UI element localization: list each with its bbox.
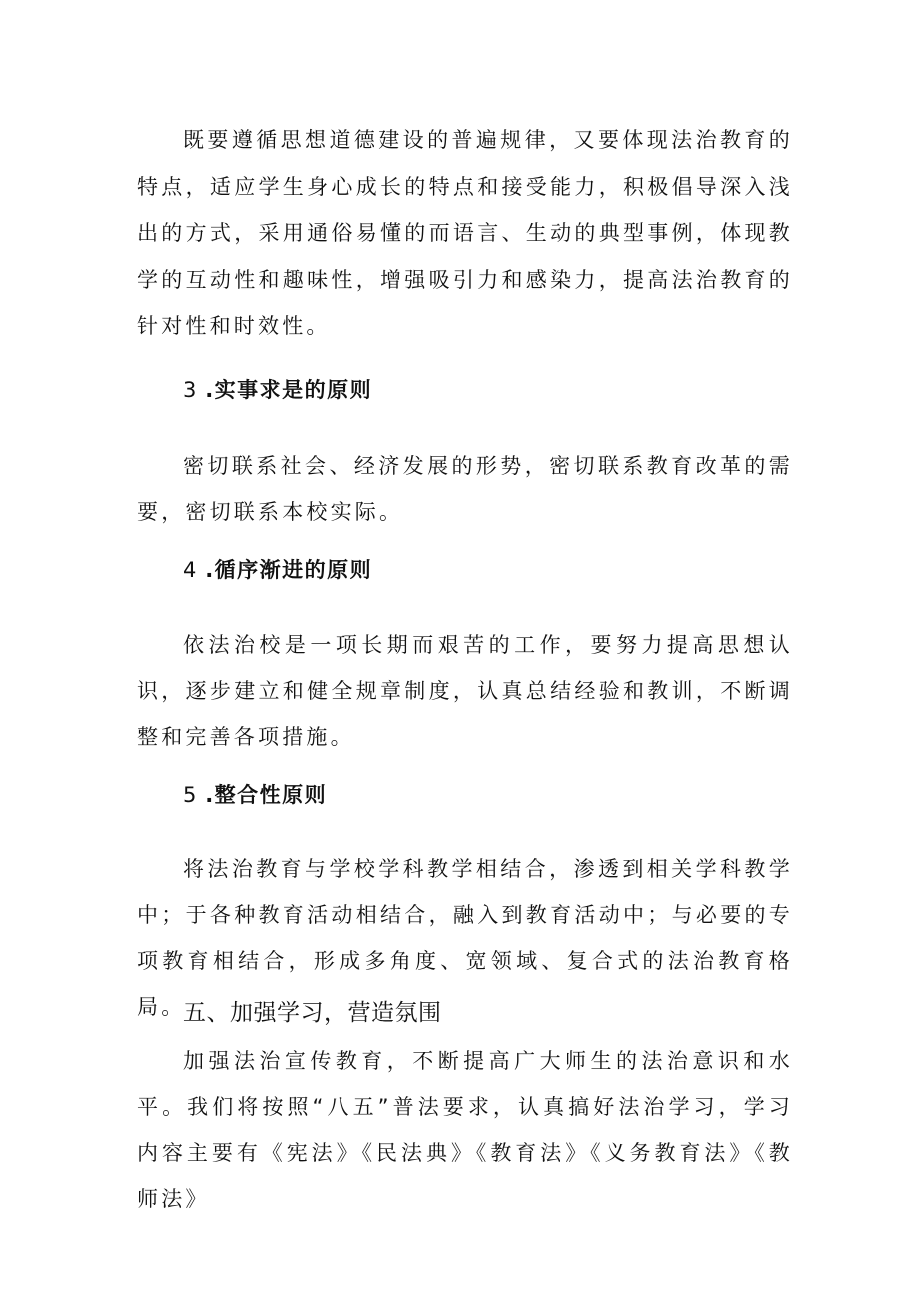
paragraph-text: 将法治教育与学校学科教学相结合，渗透到相关学科教学中；于各种教育活动相结合，融入到教育活动中；与必要的专项教育相结合，形成多角度、宽领域、复合式的法治教育格局。	[137, 857, 793, 1019]
paragraph-block-2	[137, 443, 793, 535]
subheading-number: 5	[183, 783, 197, 807]
paragraph-text: 依法治校是一项长期而艰苦的工作，要努力提高思想认识，逐步建立和健全规章制度，认真总结经验和教训，不断调整和完善各项措施。	[137, 633, 793, 749]
paragraph-block-3	[137, 622, 793, 760]
paragraph-block-5	[137, 1038, 793, 1222]
section-title: 五、加强学习，营造氛围	[183, 1000, 442, 1026]
subheading-text: .整合性原则	[205, 783, 328, 807]
subheading-number: 3	[183, 378, 197, 402]
subheading-text: .实事求是的原则	[205, 378, 373, 402]
paragraph-text: 加强法治宣传教育，不断提高广大师生的法治意识和水平。我们将按照“八五”普法要求，认真搞好法治学习，学习内容主要有《宪法》《民法典》《教育法》《义务教育法》《教师法》	[137, 1049, 793, 1211]
subheading-text: .循序渐进的原则	[205, 558, 373, 582]
subheading-principle-3	[183, 375, 372, 405]
paragraph-text: 既要遵循思想道德建设的普遍规律，又要体现法治教育的特点，适应学生身心成长的特点和接受能力，积极倡导深入浅出的方式，采用通俗易懂的而语言、生动的典型事例，体现教学的互动性和趣味性，增强吸引力和感染力，提高法治教育的针对性和时效性。	[137, 128, 793, 338]
subheading-principle-4	[183, 555, 372, 585]
subheading-number: 4	[183, 558, 197, 582]
paragraph-block-1	[137, 117, 793, 350]
subheading-principle-5	[183, 780, 327, 810]
paragraph-text: 密切联系社会、经济发展的形势，密切联系教育改革的需要，密切联系本校实际。	[137, 454, 793, 524]
